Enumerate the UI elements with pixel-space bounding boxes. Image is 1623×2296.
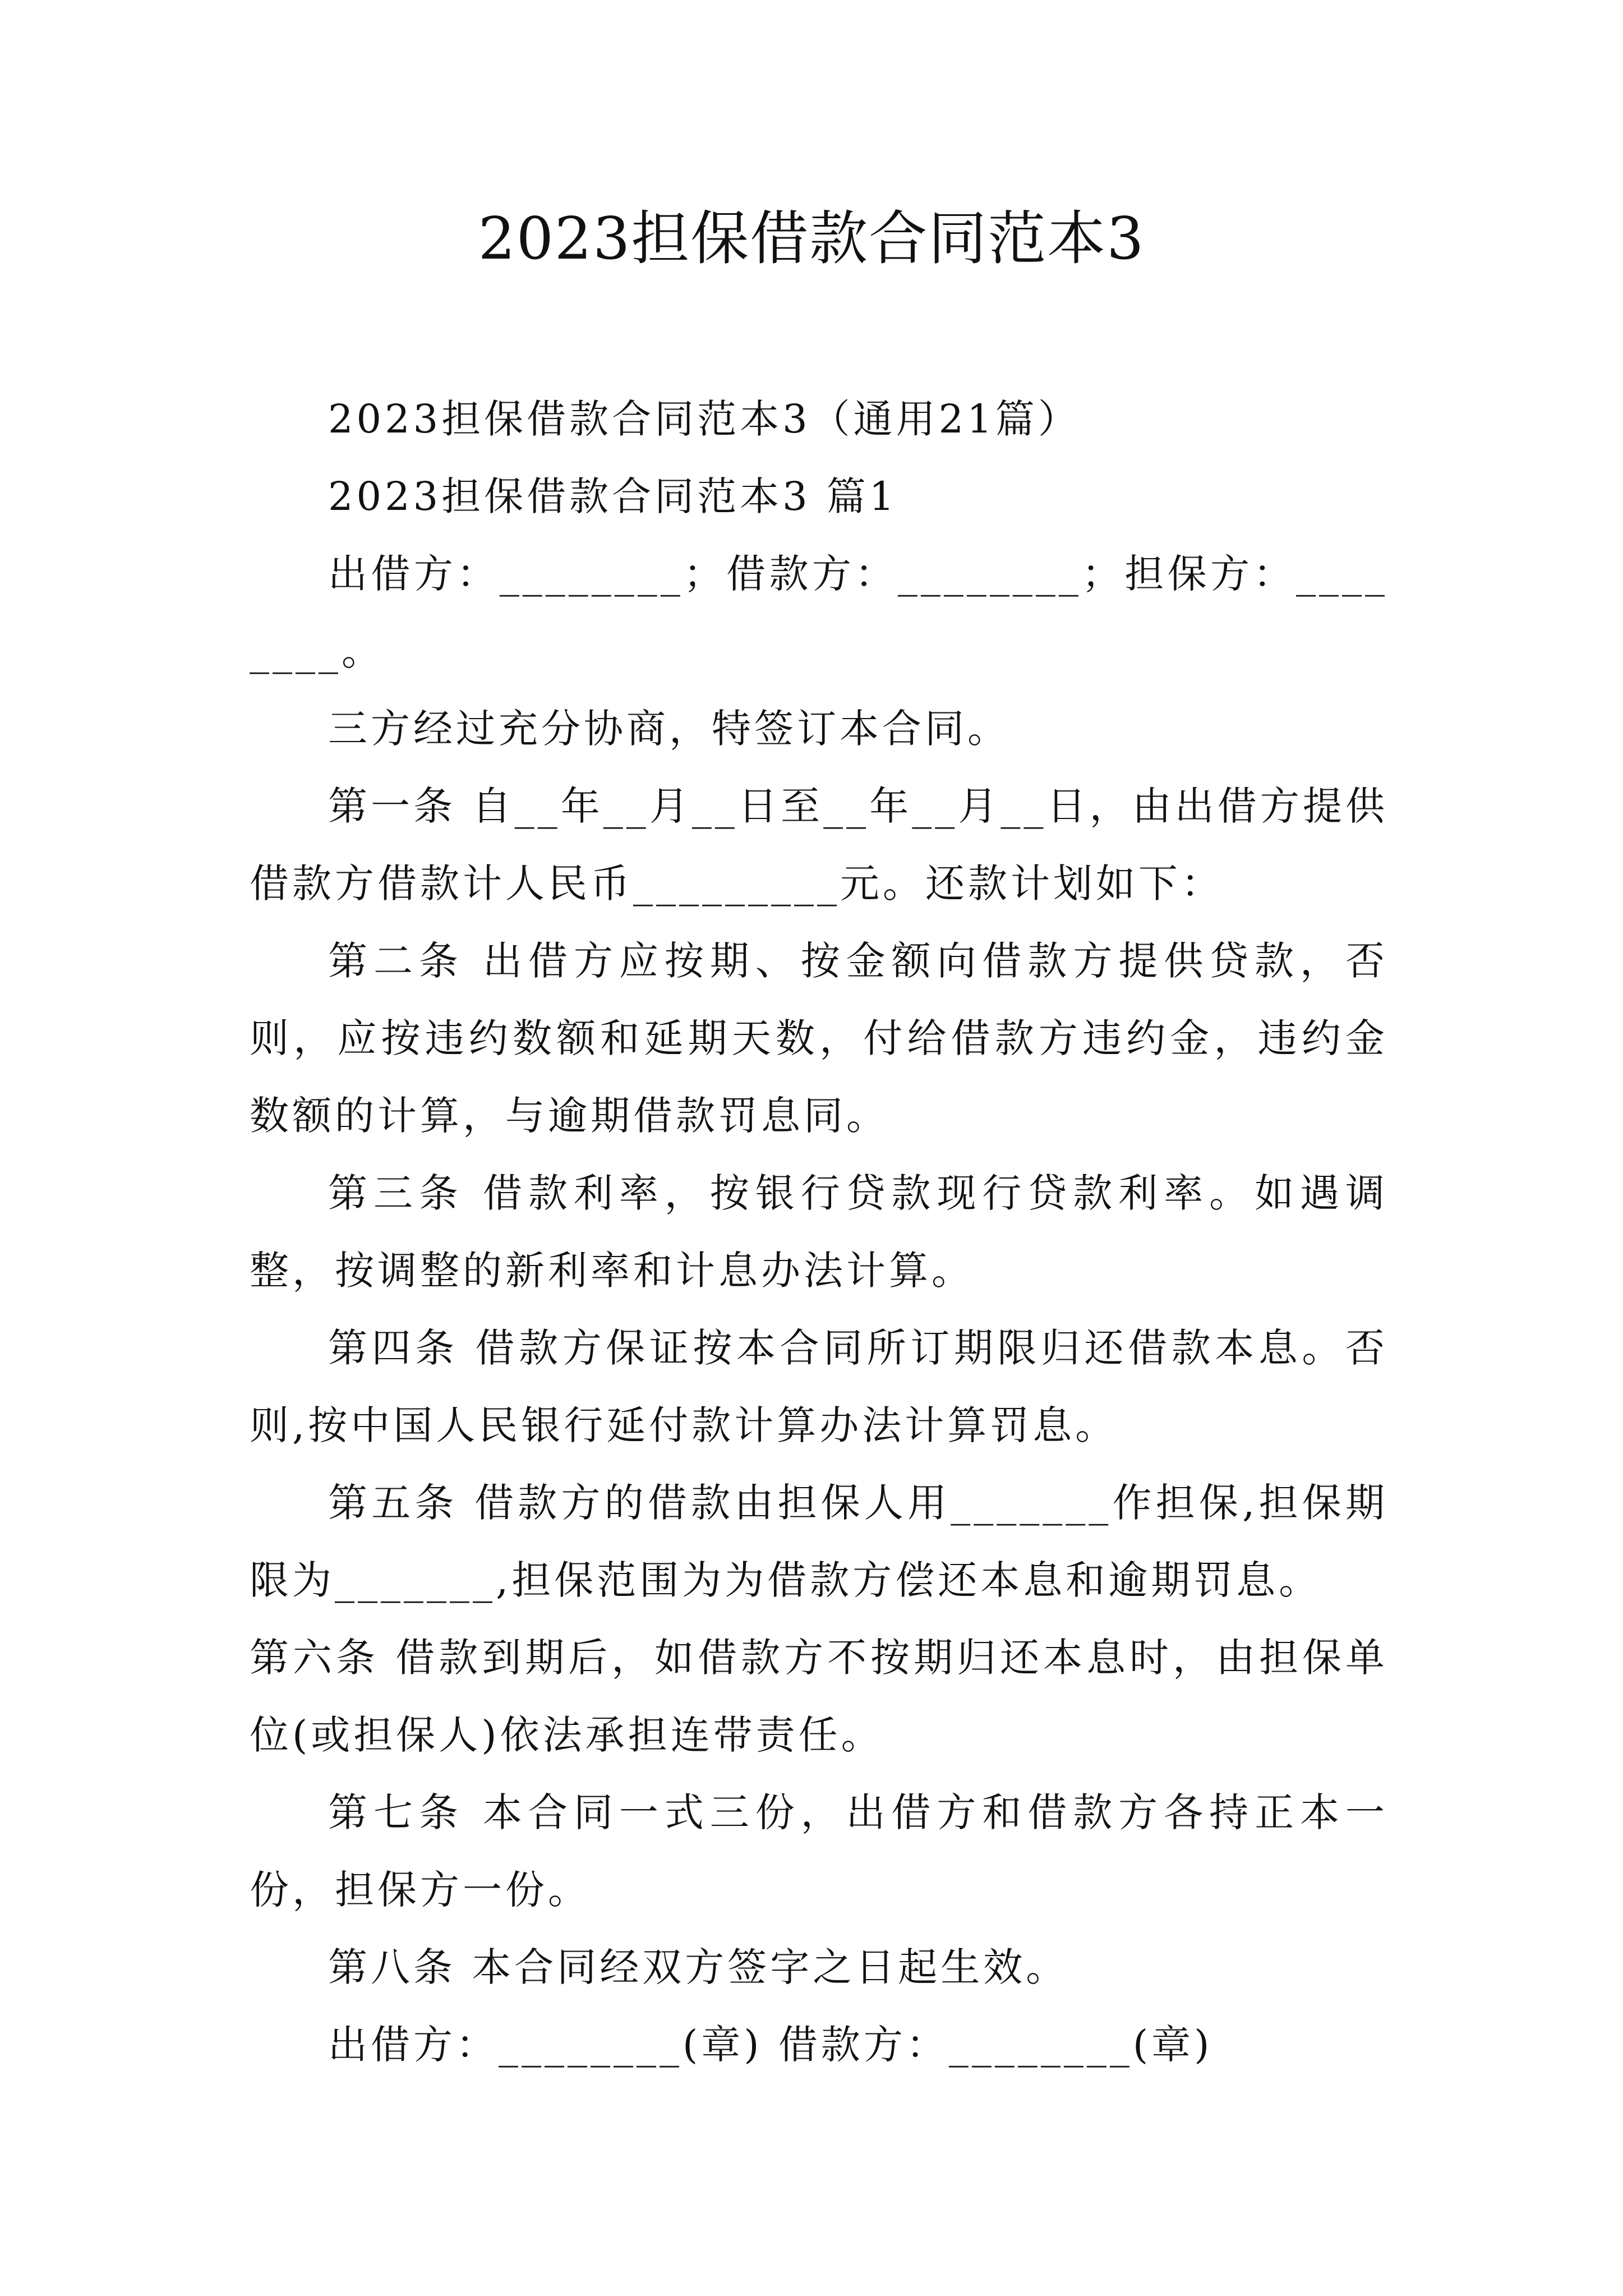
subtitle-paragraph: 2023担保借款合同范本3（通用21篇） bbox=[328, 396, 1081, 442]
article-1: 第一条 自__年__月__日至__年__月__日，由出借方提供借款方借款计人民币_________元。还款计划如下： bbox=[250, 783, 1388, 907]
article-4: 第四条 借款方保证按本合同所订期限归还借款本息。否则,按中国人民银行延付款计算办法计算罚息。 bbox=[250, 1325, 1388, 1448]
parties-paragraph: 出借方：________；借款方：________；担保方：________。 bbox=[250, 551, 1388, 674]
article-2: 第二条 出借方应按期、按金额向借款方提供贷款，否则，应按违约数额和延期天数，付给借款方违约金，违约金数额的计算，与逾期借款罚息同。 bbox=[250, 938, 1388, 1139]
intro-paragraph: 三方经过充分协商，特签订本合同。 bbox=[328, 706, 1010, 752]
section-heading: 2023担保借款合同范本3 篇1 bbox=[328, 473, 898, 519]
article-8: 第八条 本合同经双方签字之日起生效。 bbox=[328, 1944, 1069, 1990]
article-6: 第六条 借款到期后，如借款方不按期归还本息时，由担保单位(或担保人)依法承担连带责任。 bbox=[250, 1635, 1388, 1758]
article-7: 第七条 本合同一式三份，出借方和借款方各持正本一份，担保方一份。 bbox=[250, 1789, 1388, 1913]
document-title: 2023担保借款合同范本3 bbox=[478, 204, 1145, 273]
article-5: 第五条 借款方的借款由担保人用_______作担保,担保期限为_______,担保范围为为借款方偿还本息和逾期罚息。 bbox=[250, 1480, 1388, 1603]
signature-line: 出借方：________(章) 借款方：________(章) bbox=[328, 2022, 1213, 2068]
document-body bbox=[250, 380, 1388, 2083]
article-3: 第三条 借款利率，按银行贷款现行贷款利率。如遇调整，按调整的新利率和计息办法计算。 bbox=[250, 1170, 1388, 1294]
